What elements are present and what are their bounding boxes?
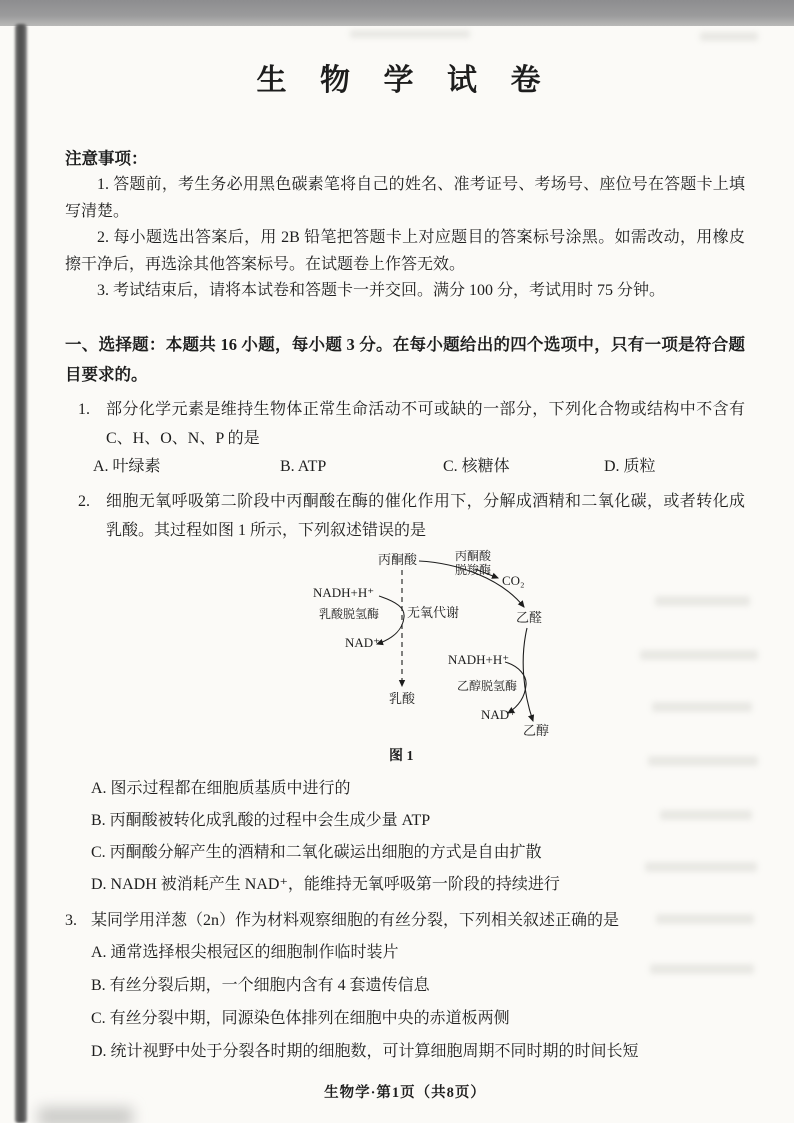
- figure-label-decarboxylase-line1: 丙酮酸: [455, 548, 492, 563]
- question-2-number: 2.: [78, 493, 90, 511]
- question-1-option-b: B. ATP: [280, 458, 327, 476]
- figure-label-ethanol: 乙醇: [523, 722, 550, 738]
- figure-label-nad-right: NAD⁺: [481, 706, 517, 722]
- notice-item-1: 1. 答题前，考生务必用黑色碳素笔将自己的姓名、准考证号、考场号、座位号在答题卡上填写清楚。: [65, 176, 745, 220]
- figure-label-lactate: 乳酸: [389, 690, 416, 706]
- question-2-option-a: A. 图示过程都在细胞质基质中进行的: [91, 779, 351, 797]
- question-3-option-a: A. 通常选择根尖根冠区的细胞制作临时装片: [91, 943, 399, 961]
- notice-item-3: 3. 考试结束后，请将本试卷和答题卡一并交回。满分 100 分，考试用时 75 分钟。: [97, 281, 666, 299]
- figure-label-lactate-dehydrogenase: 乳酸脱氢酶: [319, 606, 380, 621]
- notice-heading: 注意事项：: [65, 149, 148, 168]
- question-2-option-b: B. 丙酮酸被转化成乳酸的过程中会生成少量 ATP: [91, 811, 431, 829]
- question-2-option-d: D. NADH 被消耗产生 NAD⁺，能维持无氧呼吸第一阶段的持续进行: [91, 875, 560, 893]
- scan-left-edge-artifact: [15, 24, 27, 1123]
- figure-label-nadh-left: NADH+H⁺: [313, 584, 375, 600]
- page-content: [65, 26, 745, 1102]
- question-2: [65, 488, 745, 546]
- figure-label-acetaldehyde: 乙醛: [516, 609, 543, 625]
- scan-top-edge-artifact: [0, 0, 794, 26]
- figure-label-anaerobic-metabolism: 无氧代谢: [407, 604, 460, 620]
- figure-label-nadh-right: NADH+H⁺: [448, 651, 510, 667]
- figure-1-diagram: [305, 550, 565, 765]
- figure-label-pyruvate: 丙酮酸: [378, 551, 418, 567]
- question-1-number: 1.: [78, 400, 90, 418]
- question-1-option-a: A. 叶绿素: [93, 458, 161, 476]
- question-3-option-b: B. 有丝分裂后期，一个细胞内含有 4 套遗传信息: [91, 976, 430, 994]
- question-2-options: [65, 773, 745, 901]
- question-3-option-d: D. 统计视野中处于分裂各时期的细胞数，可计算细胞周期不同时期的时间长短: [91, 1043, 639, 1061]
- figure-label-alcohol-dehydrogenase: 乙醇脱氢酶: [457, 678, 518, 693]
- notice-item-2: 2. 每小题选出答案后，用 2B 铅笔把答题卡上对应题目的答案标号涂黑。如需改动，用橡皮擦干净后，再选涂其他答案标号。在试题卷上作答无效。: [65, 229, 745, 273]
- question-2-option-c: C. 丙酮酸分解产生的酒精和二氧化碳运出细胞的方式是自由扩散: [91, 843, 542, 861]
- question-3-stem: 某同学用洋葱（2n）作为材料观察细胞的有丝分裂，下列相关叙述正确的是: [91, 911, 620, 929]
- question-1-option-c: C. 核糖体: [443, 458, 510, 476]
- question-3-option-c: C. 有丝分裂中期，同源染色体排列在细胞中央的赤道板两侧: [91, 1010, 510, 1028]
- question-3-options: [65, 936, 745, 1069]
- question-1: [65, 396, 745, 454]
- question-1-stem: 部分化学元素是维持生物体正常生命活动不可或缺的一部分，下列化合物或结构中不含有 C、H、O、N、P 的是: [106, 400, 745, 447]
- figure-label-nad-left: NAD⁺: [345, 634, 381, 650]
- question-1-options: [93, 453, 745, 482]
- question-3: [65, 907, 745, 936]
- figure-label-decarboxylase-line2: 脱羧酶: [455, 562, 492, 577]
- page-footer: 生物学·第1页（共8页）: [324, 1084, 486, 1101]
- question-3-number: 3.: [65, 911, 77, 929]
- scan-bottom-smudge-artifact: [38, 1107, 133, 1123]
- question-2-stem: 细胞无氧呼吸第二阶段中丙酮酸在酶的催化作用下，分解成酒精和二氧化碳，或者转化成乳酸。其过程如图 1 所示，下列叙述错误的是: [106, 493, 745, 539]
- figure-label-co2: CO₂: [502, 572, 525, 588]
- figure-1-caption: 图 1: [389, 748, 414, 764]
- question-1-option-d: D. 质粒: [604, 458, 656, 476]
- section-1-heading: 一、选择题：本题共 16 小题，每小题 3 分。在每小题给出的四个选项中，只有一项是符合题目要求的。: [65, 335, 745, 385]
- page-title: 生 物 学 试 卷: [256, 64, 554, 97]
